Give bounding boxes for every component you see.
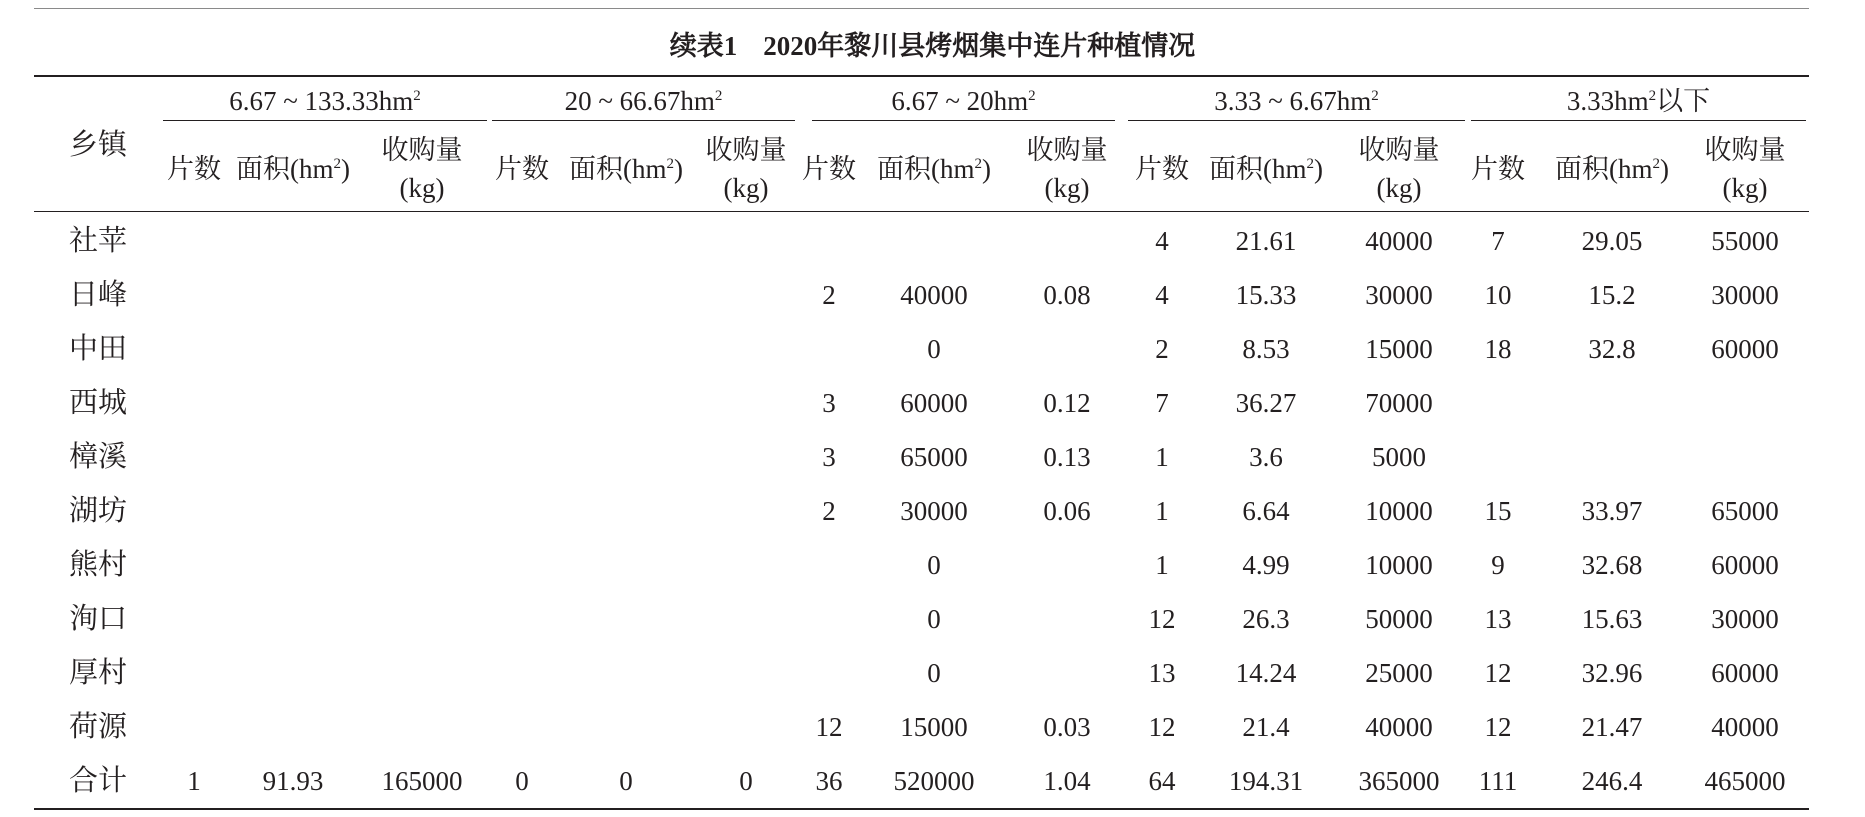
area-cell: 36.27 — [1235, 388, 1297, 418]
pieces-column-header — [1467, 150, 1529, 188]
purchase-label-text: 收购量 — [1026, 135, 1108, 165]
area-cell: 40000 — [900, 280, 968, 310]
area-cell: 194.31 — [1228, 766, 1304, 796]
pieces-cell: 2 — [1155, 334, 1169, 364]
area-cell: 15000 — [900, 712, 968, 742]
purchase-cell: 30000 — [1711, 280, 1779, 310]
pieces-cell: 4 — [1155, 226, 1169, 256]
purchase-cell: 25000 — [1365, 658, 1433, 688]
purchase-label-text: 收购量 — [381, 135, 463, 165]
area-unit-exponent: 2 — [1306, 156, 1314, 172]
purchase-cell: 50000 — [1365, 604, 1433, 634]
pieces-cell: 7 — [1155, 388, 1169, 418]
area-cell: 3.6 — [1249, 442, 1283, 472]
size-group-header — [163, 84, 487, 118]
area-cell — [223, 652, 363, 694]
size-group-suffix: 以下 — [1656, 86, 1711, 116]
pieces-column-header — [491, 150, 553, 188]
pieces-label: 片数 — [495, 154, 549, 184]
purchase-unit — [1695, 169, 1795, 207]
area-cell — [556, 490, 696, 532]
pieces-cell: 9 — [1491, 550, 1505, 580]
table-row — [0, 544, 1865, 586]
purchase-cell: 165000 — [381, 766, 463, 796]
purchase-cell — [1675, 382, 1815, 424]
area-unit-exponent: 2 — [974, 156, 982, 172]
table-row — [0, 382, 1865, 424]
purchase-cell: 365000 — [1358, 766, 1440, 796]
purchase-label — [372, 131, 472, 169]
area-cell: 30000 — [900, 496, 968, 526]
pieces-label: 片数 — [802, 154, 856, 184]
purchase-cell: 40000 — [1711, 712, 1779, 742]
pieces-cell: 13 — [1484, 604, 1512, 634]
purchase-cell: 30000 — [1711, 604, 1779, 634]
pieces-cell: 2 — [822, 496, 836, 526]
area-cell — [223, 328, 363, 370]
town-name: 合计 — [68, 765, 127, 797]
pieces-cell: 12 — [1148, 712, 1176, 742]
size-group-unit-exponent: 2 — [1028, 88, 1036, 104]
area-cell — [556, 328, 696, 370]
pieces-cell: 111 — [1478, 766, 1518, 796]
area-cell: 14.24 — [1235, 658, 1297, 688]
purchase-unit — [372, 169, 472, 207]
area-column-header — [1543, 150, 1681, 188]
table-bottom-rule — [34, 808, 1809, 810]
area-cell: 26.3 — [1242, 604, 1290, 634]
group-underline — [1128, 120, 1465, 121]
size-group-range: 6.67 ~ 20hm — [891, 86, 1029, 116]
pieces-cell: 3 — [822, 442, 836, 472]
area-cell — [223, 598, 363, 640]
area-cell: 32.8 — [1588, 334, 1636, 364]
pieces-cell: 36 — [815, 766, 843, 796]
area-cell: 91.93 — [262, 766, 324, 796]
purchase-cell: 0.08 — [1043, 280, 1091, 310]
pieces-label: 片数 — [1135, 154, 1189, 184]
town-name: 熊村 — [68, 549, 127, 581]
purchase-cell — [1675, 436, 1815, 478]
purchase-column-header — [372, 131, 472, 207]
pieces-label: 片数 — [167, 154, 221, 184]
pieces-cell: 10 — [1484, 280, 1512, 310]
area-cell — [556, 598, 696, 640]
pieces-cell: 1 — [1155, 442, 1169, 472]
table-row — [0, 328, 1865, 370]
pieces-cell: 7 — [1491, 226, 1505, 256]
area-cell — [223, 706, 363, 748]
size-group-range: 3.33 ~ 6.67hm — [1214, 86, 1372, 116]
area-unit-exponent: 2 — [1652, 156, 1660, 172]
area-cell — [1542, 436, 1682, 478]
table-row — [0, 274, 1865, 316]
pieces-cell: 2 — [822, 280, 836, 310]
town-name: 西城 — [68, 387, 127, 419]
purchase-unit — [1017, 169, 1117, 207]
pieces-cell: 4 — [1155, 280, 1169, 310]
area-cell — [223, 490, 363, 532]
purchase-unit — [1349, 169, 1449, 207]
group-underline — [492, 120, 795, 121]
area-cell — [1542, 382, 1682, 424]
purchase-cell: 40000 — [1365, 712, 1433, 742]
purchase-label-text: 收购量 — [705, 135, 787, 165]
area-cell — [223, 274, 363, 316]
table-row — [0, 490, 1865, 532]
pieces-cell: 1 — [1155, 496, 1169, 526]
purchase-unit-text: (kg) — [1722, 173, 1768, 203]
purchase-cell: 55000 — [1711, 226, 1779, 256]
pieces-cell: 15 — [1484, 496, 1512, 526]
total-row — [0, 760, 1865, 802]
area-cell: 32.96 — [1581, 658, 1643, 688]
pieces-cell: 12 — [1484, 712, 1512, 742]
purchase-cell: 1.04 — [1043, 766, 1091, 796]
area-column-header — [557, 150, 695, 188]
purchase-cell: 65000 — [1711, 496, 1779, 526]
area-cell: 6.64 — [1242, 496, 1290, 526]
table-row — [0, 220, 1865, 262]
table-row — [0, 652, 1865, 694]
group-underline — [1471, 120, 1806, 121]
town-name: 洵口 — [68, 603, 127, 635]
size-group-header — [1128, 84, 1465, 118]
area-cell: 246.4 — [1581, 766, 1643, 796]
pieces-cell: 0 — [515, 766, 529, 796]
size-group-header — [812, 84, 1115, 118]
area-cell: 0 — [619, 766, 633, 796]
purchase-cell: 0.13 — [1043, 442, 1091, 472]
purchase-cell: 40000 — [1365, 226, 1433, 256]
header-bottom-rule — [34, 211, 1809, 212]
area-cell — [556, 544, 696, 586]
pieces-column-header — [163, 150, 225, 188]
pieces-cell: 1 — [1155, 550, 1169, 580]
purchase-unit — [696, 169, 796, 207]
area-cell — [556, 652, 696, 694]
table-number: 续表1 — [669, 31, 738, 61]
purchase-column-header — [696, 131, 796, 207]
size-group-unit-exponent: 2 — [1371, 88, 1379, 104]
area-cell: 0 — [927, 604, 941, 634]
purchase-column-header — [1349, 131, 1449, 207]
size-group-unit-exponent: 2 — [1648, 88, 1657, 104]
purchase-label-text: 收购量 — [1704, 135, 1786, 165]
purchase-label — [1017, 131, 1117, 169]
town-name: 日峰 — [68, 279, 127, 311]
size-group-range: 6.67 ~ 133.33hm — [229, 86, 414, 116]
area-label: 面积(hm — [877, 154, 975, 184]
pieces-column-header — [798, 150, 860, 188]
pieces-column-header — [1131, 150, 1193, 188]
area-label-close: ) — [982, 154, 991, 184]
purchase-cell: 15000 — [1365, 334, 1433, 364]
area-cell: 65000 — [900, 442, 968, 472]
purchase-unit-text: (kg) — [1376, 173, 1422, 203]
town-name: 中田 — [68, 333, 127, 365]
purchase-cell: 60000 — [1711, 550, 1779, 580]
purchase-column-header — [1017, 131, 1117, 207]
table-row — [0, 436, 1865, 478]
area-cell — [556, 274, 696, 316]
pieces-cell: 12 — [1484, 658, 1512, 688]
area-label-close: ) — [341, 154, 350, 184]
pieces-label: 片数 — [1471, 154, 1525, 184]
table-row — [0, 598, 1865, 640]
area-cell — [556, 436, 696, 478]
purchase-cell: 70000 — [1365, 388, 1433, 418]
table-title: 2020年黎川县烤烟集中连片种植情况 — [763, 31, 1196, 61]
purchase-label-text: 收购量 — [1358, 135, 1440, 165]
purchase-cell: 5000 — [1372, 442, 1426, 472]
area-cell — [223, 544, 363, 586]
town-name: 荷源 — [68, 711, 127, 743]
purchase-cell: 60000 — [1711, 658, 1779, 688]
size-group-header — [1471, 84, 1806, 118]
purchase-unit-text: (kg) — [723, 173, 769, 203]
area-cell: 15.63 — [1581, 604, 1643, 634]
area-column-header — [865, 150, 1003, 188]
size-group-header — [492, 84, 795, 118]
area-cell: 4.99 — [1242, 550, 1290, 580]
area-cell: 520000 — [893, 766, 975, 796]
area-cell: 29.05 — [1581, 226, 1643, 256]
size-group-range: 20 ~ 66.67hm — [564, 86, 715, 116]
purchase-cell: 0.03 — [1043, 712, 1091, 742]
town-name: 社苹 — [68, 225, 127, 257]
area-label-close: ) — [674, 154, 683, 184]
area-cell: 32.68 — [1581, 550, 1643, 580]
purchase-cell: 30000 — [1365, 280, 1433, 310]
area-cell: 60000 — [900, 388, 968, 418]
group-underline — [812, 120, 1115, 121]
purchase-cell: 10000 — [1365, 550, 1433, 580]
purchase-cell: 10000 — [1365, 496, 1433, 526]
pieces-cell: 3 — [822, 388, 836, 418]
area-cell: 33.97 — [1581, 496, 1643, 526]
area-cell — [864, 220, 1004, 262]
purchase-unit-text: (kg) — [399, 173, 445, 203]
table-top-rule — [34, 75, 1809, 77]
area-cell — [556, 220, 696, 262]
area-label: 面积(hm — [236, 154, 334, 184]
area-cell: 21.61 — [1235, 226, 1297, 256]
area-cell: 21.47 — [1581, 712, 1643, 742]
purchase-cell: 465000 — [1704, 766, 1786, 796]
table-caption — [0, 26, 1865, 66]
area-unit-exponent: 2 — [333, 156, 341, 172]
area-unit-exponent: 2 — [666, 156, 674, 172]
purchase-cell: 0.06 — [1043, 496, 1091, 526]
purchase-label — [696, 131, 796, 169]
purchase-unit-text: (kg) — [1044, 173, 1090, 203]
pieces-cell: 13 — [1148, 658, 1176, 688]
purchase-label — [1695, 131, 1795, 169]
top-rule — [34, 8, 1809, 9]
pieces-cell: 12 — [1148, 604, 1176, 634]
area-label-close: ) — [1660, 154, 1669, 184]
area-cell: 0 — [927, 550, 941, 580]
purchase-column-header — [1695, 131, 1795, 207]
area-cell: 8.53 — [1242, 334, 1290, 364]
town-name: 湖坊 — [68, 495, 127, 527]
size-group-unit-exponent: 2 — [714, 88, 723, 104]
size-group-unit-exponent: 2 — [413, 88, 421, 104]
area-cell — [223, 436, 363, 478]
area-column-header — [1197, 150, 1335, 188]
area-cell — [556, 382, 696, 424]
area-cell — [223, 220, 363, 262]
area-label: 面积(hm — [1209, 154, 1307, 184]
area-cell: 0 — [927, 334, 941, 364]
area-cell: 21.4 — [1242, 712, 1290, 742]
area-cell: 0 — [927, 658, 941, 688]
purchase-cell: 0.12 — [1043, 388, 1091, 418]
area-cell: 15.33 — [1235, 280, 1297, 310]
purchase-cell: 60000 — [1711, 334, 1779, 364]
pieces-cell: 64 — [1148, 766, 1176, 796]
area-cell — [223, 382, 363, 424]
town-name: 厚村 — [68, 657, 127, 689]
group-underline — [163, 120, 487, 121]
area-label: 面积(hm — [1555, 154, 1653, 184]
pieces-cell: 1 — [187, 766, 201, 796]
pieces-cell: 12 — [815, 712, 843, 742]
area-cell: 15.2 — [1588, 280, 1636, 310]
pieces-cell: 18 — [1484, 334, 1512, 364]
purchase-cell: 0 — [739, 766, 753, 796]
town-column-header: 乡镇 — [68, 129, 127, 161]
size-group-range: 3.33hm — [1566, 86, 1649, 116]
area-label: 面积(hm — [569, 154, 667, 184]
table-row — [0, 706, 1865, 748]
area-cell — [556, 706, 696, 748]
purchase-label — [1349, 131, 1449, 169]
town-name: 樟溪 — [68, 441, 127, 473]
area-label-close: ) — [1314, 154, 1323, 184]
area-column-header — [224, 150, 362, 188]
